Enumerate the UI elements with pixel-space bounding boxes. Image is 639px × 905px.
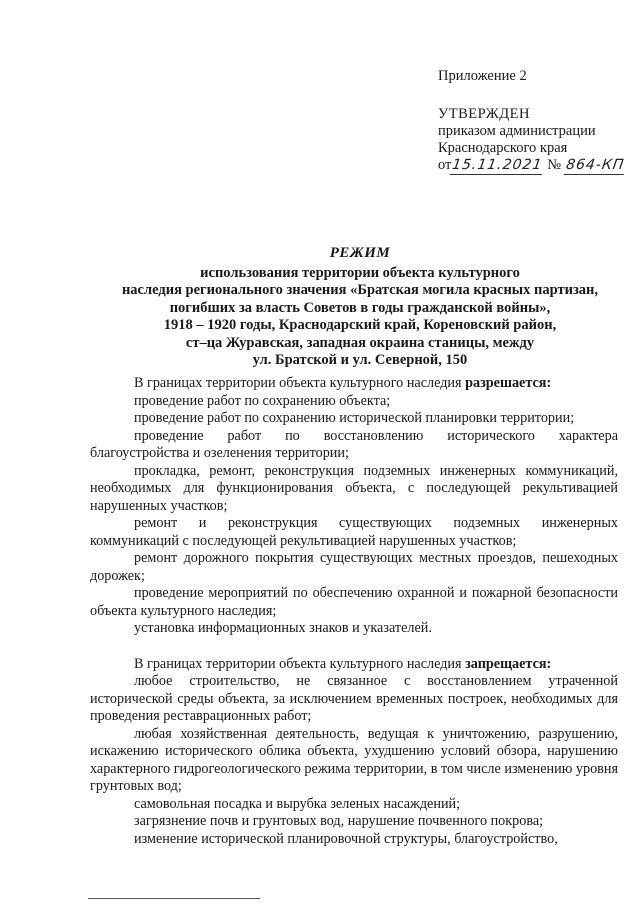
document-body bbox=[90, 375, 618, 848]
title-line: наследия регионального значения «Братская могила красных партизан, bbox=[121, 282, 599, 298]
allowed-item: ремонт дорожного покрытия существующих местных проездов, пешеходных дорожек; bbox=[90, 550, 618, 584]
forbidden-intro: В границах территории объекта культурного наследия запрещается: bbox=[134, 655, 552, 672]
order-line-2: Краснодарского края bbox=[438, 140, 568, 156]
allowed-intro: В границах территории объекта культурного наследия разрешается: bbox=[134, 375, 552, 391]
from-prefix: от bbox=[438, 157, 452, 173]
title-main: РЕЖИМ bbox=[329, 245, 391, 261]
allowed-item: прокладка, ремонт, реконструкция подземных инженерных коммуникаций, необходимых для функционирования объекта, с последующей рекультивацией нарушенных участков; bbox=[90, 462, 618, 514]
forbidden-item: самовольная посадка и вырубка зеленых насаждений; bbox=[134, 795, 461, 812]
forbidden-item: любое строительство, не связанное с восстановлением утраченной исторической среды объекта, за исключением временных построек, необходимых для проведения реставрационных работ; bbox=[90, 673, 618, 724]
forbidden-item: изменение исторической планировочной структуры, благоустройство, bbox=[134, 830, 558, 847]
forbidden-item: любая хозяйственная деятельность, ведущая к уничтожению, разрушению, искажению исторического облика объекта, ухудшению условий обзора, нарушению характерного гидрогеологического режима территории, в том числе изменению уровня грунтовых вод; bbox=[90, 725, 618, 794]
allowed-item: проведение мероприятий по обеспечению охранной и пожарной безопасности объекта культурного наследия; bbox=[90, 585, 618, 619]
allowed-item: проведение работ по восстановлению исторического характера благоустройства и озеленения территории; bbox=[90, 427, 618, 461]
document-title bbox=[90, 245, 630, 370]
title-line: погибших за власть Советов в годы гражданской войны», bbox=[169, 299, 551, 316]
allowed-item: ремонт и реконструкция существующих подземных инженерных коммуникаций с последующей рекультивацией нарушенных участков; bbox=[90, 515, 618, 549]
approved-label: УТВЕРЖДЕН bbox=[438, 106, 530, 122]
forbidden-item: загрязнение почв и грунтовых вод, нарушение почвенного покрова; bbox=[134, 813, 544, 829]
title-line: ст–ца Журавская, западная окраина станицы, между bbox=[185, 334, 535, 351]
title-line: ул. Братской и ул. Северной, 150 bbox=[252, 352, 468, 368]
footer-rule bbox=[88, 898, 260, 899]
handwritten-number: 864-КП bbox=[564, 157, 626, 173]
title-line: 1918 – 1920 годы, Краснодарский край, Кореновский район, bbox=[163, 317, 557, 333]
allowed-item: установка информационных знаков и указателей. bbox=[134, 620, 432, 636]
forbidden-keyword: запрещается: bbox=[465, 655, 552, 672]
allowed-item: проведение работ по сохранению объекта; bbox=[134, 392, 391, 409]
order-date-number-line bbox=[438, 157, 628, 175]
handwritten-date: 15.11.2021 bbox=[451, 157, 544, 173]
allowed-keyword: разрешается: bbox=[465, 375, 552, 391]
appendix-label: Приложение 2 bbox=[438, 68, 527, 84]
allowed-item: проведение работ по сохранению исторической планировки территории; bbox=[134, 410, 575, 426]
title-line: использования территории объекта культурного bbox=[200, 264, 520, 281]
section-gap bbox=[90, 638, 618, 656]
approval-block bbox=[438, 106, 628, 175]
number-prefix: № bbox=[547, 157, 562, 173]
order-line-1: приказом администрации bbox=[438, 123, 596, 139]
